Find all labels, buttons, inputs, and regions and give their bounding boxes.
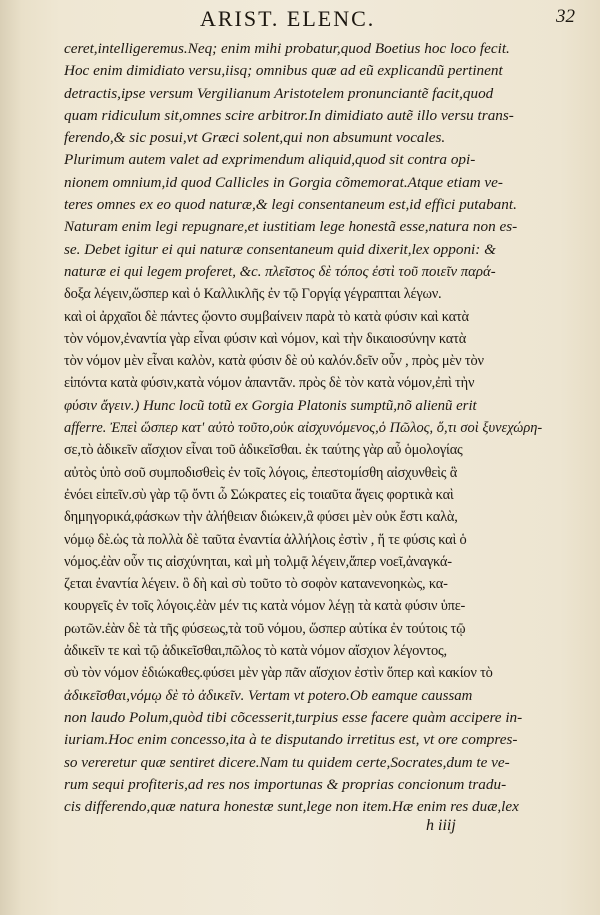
text-line: se. Debet igitur ei qui naturæ consentaneum quid dixerit,lex opponi: & (64, 240, 496, 258)
text-line: εἰπόντα κατὰ φύσιν,κατὰ νόμον ἀπαντᾶν. πρὸς δὲ τὸν κατὰ νόμον,ἐπὶ τὴν (64, 375, 475, 392)
text-line: φύσιν ἄγειν.) Hunc locũ totũ ex Gorgia Platonis sumptũ,nõ alienũ erit (64, 397, 477, 414)
text-line: ἐνόει εἰπεῖν.σὺ γὰρ τῷ ὄντι ὦ Σώκρατες εἰς τοιαῦτα ἄγεις φορτικὰ καὶ (64, 486, 454, 503)
text-line: αὐτὸς ὑπὸ σοῦ συμποδισθεὶς ἐν τοῖς λόγοις, ἐπεστομίσθη αἰσχυνθεὶς ἃ (64, 464, 458, 481)
text-line: teres omnes ex eo quod naturæ,& legi consentaneum est,id effici putabant. (64, 196, 517, 214)
text-line: τὸν νόμον,ἐναντία γὰρ εἶναι φύσιν καὶ νόμον, καὶ τὴν δικαιοσύνην κατὰ (64, 330, 467, 347)
text-line: ἀδικεῖσθαι,νόμῳ δὲ τὸ ἀδικεῖν. Vertam vt potero.Ob eamque caussam (64, 687, 473, 704)
text-line: ceret,intelligeremus.Neq; enim mihi probatur,quod Boetius hoc loco fecit. (64, 40, 510, 57)
text-line: nionem omnium,id quod Callicles in Gorgia cõmemorat.Atque etiam ve- (64, 173, 503, 191)
running-title: ARIST. ELENC. (200, 6, 376, 31)
text-line: ρωτῶν.ἐὰν δὲ τὰ τῆς φύσεως,τὰ τοῦ νόμου, ὥσπερ αὐτίκα ἐν τούτοις τῷ (64, 620, 466, 637)
text-line: afferre. Ἐπεὶ ὥσπερ κατ' αὐτὸ τοῦτο,οὐκ αἰσχυνόμενος,ὁ Πῶλος, ὅ,τι σοὶ ξυνεχώρη- (64, 420, 543, 437)
text-line: Hoc enim dimidiato versu,iisq; omnibus quæ ad eũ explicandũ pertinent (64, 62, 503, 80)
text-line: ἀδικεῖν τε καὶ τῷ ἀδικεῖσθαι,πῶλος τὸ κατὰ νόμον αἴσχιον λέγοντος, (64, 643, 447, 660)
text-line: non laudo Polum,quòd tibi cõcesserit,turpius esse facere quàm accipere in- (64, 708, 523, 726)
text-line: naturæ ei qui legem proferet, &c. πλεῖστος δὲ τόπος ἐστὶ τοῦ ποιεῖν παρά- (64, 263, 496, 280)
text-line: iuriam.Hoc enim concesso,ita à te disputando irretitus est, vt ore compres- (64, 731, 518, 749)
text-line: Plurimum autem valet ad exprimendum aliquid,quod sit contra opi- (64, 151, 476, 169)
text-line: σε,τὸ ἀδικεῖν αἴσχιον εἶναι τοῦ ἀδικεῖσθαι. ἐκ ταύτης γὰρ αὖ ὁμολογίας (64, 442, 463, 459)
text-line: καὶ οἱ ἀρχαῖοι δὲ πάντες ᾤοντο συμβαίνειν παρὰ τὸ κατὰ φύσιν καὶ κατὰ (64, 308, 469, 325)
text-line: ζεται ἐναντία λέγειν. ὃ δὴ καὶ σὺ τοῦτο τὸ σοφὸν κατανενοηκὼς, κα- (64, 576, 448, 593)
body-text (64, 38, 542, 818)
signature-mark: h iiij (426, 817, 456, 834)
text-line: τὸν νόμον μὲν εἶναι καλὸν, κατὰ φύσιν δὲ οὐ καλόν.δεῖν οὖν , πρὸς μὲν τὸν (64, 353, 484, 370)
page-number: 32 (556, 6, 575, 27)
text-line: δοξα λέγειν,ὥσπερ καὶ ὁ Καλλικλῆς ἐν τῷ Γοργίᾳ γέγραπται λέγων. (64, 286, 442, 303)
text-line: νόμῳ δὲ.ὡς τὰ πολλὰ δὲ ταῦτα ἐναντία ἀλλήλοις ἐστὶν , ἥ τε φύσις καὶ ὁ (64, 531, 467, 548)
text-line: detractis,ipse versum Vergilianum Aristotelem pronunciantẽ facit,quod (64, 84, 494, 102)
text-line: rum sequi profiteris,ad res nos importunas & proprias concionum tradu- (64, 775, 507, 793)
text-line: ferendo,& sic posui,vt Græci solent,qui non absumunt vocales. (64, 129, 446, 147)
text-line: so vereretur quæ sentiret dicere.Nam tu quidem certe,Socrates,dum te ve- (64, 753, 510, 771)
text-line: σὺ τὸν νόμον ἐδιώκαθες.φύσει μὲν γὰρ πᾶν αἴσχιον ἐστὶν ὅπερ καὶ κακίον τὸ (64, 665, 493, 682)
text-line: Naturam enim legi repugnare,et iustitiam lege honestã esse,natura non es- (64, 218, 518, 236)
text-line: κουργεῖς ἐν τοῖς λόγοις.ἐὰν μέν τις κατὰ νόμον λέγῃ τὰ κατὰ φύσιν ὑπε- (64, 598, 466, 615)
text-line: νόμος.ἐὰν οὖν τις αἰσχύνηται, καὶ μὴ τολμᾷ λέγειν,ἅπερ νοεῖ,ἀναγκά- (64, 553, 452, 570)
text-line: quam ridiculum sit,omnes scire arbitror.In dimidiato autẽ illo versu trans- (64, 106, 514, 124)
text-line: δημηγορικά,φάσκων τὴν ἀλήθειαν διώκειν,ἃ φύσει μὲν οὐκ ἔστι καλὰ, (64, 509, 458, 526)
text-line: cis differendo,quæ natura honestæ sunt,lege non item.Hæ enim res duæ,lex (64, 798, 519, 816)
